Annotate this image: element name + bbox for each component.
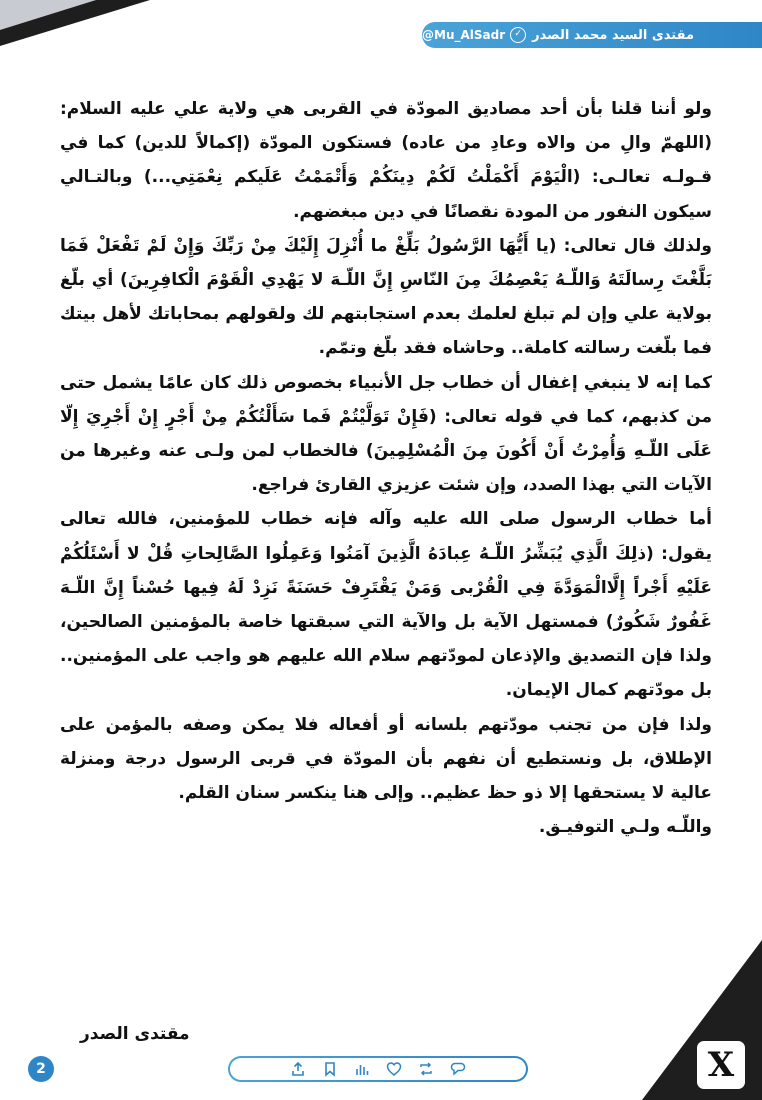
paragraph: ولذا فإن من تجنب مودّتهم بلسانه أو أفعاله فلا يمكن وصفه بالمؤمن على الإطلاق، بل ونستطيع أن نفهم بأن المودّة في قربى الرسول درجة ومنزلة عالية لا يستحقها إلا ذو حظ عظيم.. وإلى هنا ينكسر سنان القلم. [60, 714, 712, 804]
bookmark-icon[interactable] [321, 1060, 339, 1078]
paragraph: ولذلك قال تعالى: (يا أَيُّهَا الرَّسُولُ بَلِّغْ ما أُنْزِلَ إِلَيْكَ مِنْ رَبِّكَ وَإِنْ لَمْ تَفْعَلْ فَمَا بَلَّغْتَ رِسالَتَهُ وَاللّـهُ يَعْصِمُكَ مِنَ النّاسِ إِنَّ اللّـهَ لا يَهْدِي الْقَوْمَ الْكافِرِينَ) أي بلّغ بولاية علي وإن لم تبلغ لعلمك بعدم استجابتهم لك ولقولهم بمحاباتك لأهل بيتك فما بلّغت رسالته كاملة.. وحاشاه فقد بلّغ وتمّم. [60, 235, 712, 359]
paragraph: ولو أننا قلنا بأن أحد مصاديق المودّة في القربى هي ولاية علي عليه السلام: (اللهمّ والِ من والاه وعادِ من عاده) فستكون المودّة (إكمالاً للدين) كما في قـولـه تعالـى: (الْيَوْمَ أَكْمَلْتُ لَكُمْ دِينَكُمْ وَأَتْمَمْتُ عَلَيكم نِعْمَتِي...) وبالتـالي سيكون النفور من المودة نقصانًا في دين مبغضهم. [60, 99, 712, 222]
corner-decoration-top-light [0, 0, 96, 30]
author-header[interactable] [422, 22, 762, 48]
article-body [60, 92, 712, 844]
page-number: 2 [28, 1056, 54, 1082]
action-bar [228, 1056, 528, 1082]
like-icon[interactable] [385, 1060, 403, 1078]
author-name: مقتدى السيد محمد الصدر [532, 27, 695, 43]
repost-icon[interactable] [417, 1060, 435, 1078]
author-handle[interactable]: @Mu_AlSadr [422, 28, 506, 42]
paragraph: أما خطاب الرسول صلى الله عليه وآله فإنه خطاب للمؤمنين، فالله تعالى يقول: (ذلِكَ الَّذِي يُبَشِّرُ اللّـهُ عِبادَهُ الَّذِينَ آمَنُوا وَعَمِلُوا الصَّالِحاتِ قُلْ لا أَسْئَلُكُمْ عَلَيْهِ أَجْراً إِلَّاالْمَوَدَّةَ فِي الْقُرْبى وَمَنْ يَقْتَرِفْ حَسَنَةً نَزِدْ لَهُ فِيها حُسْناً إِنَّ اللّـهَ غَفُورٌ شَكُورٌ) فمستهل الآية بل والآية التي سبقتها خاصة بالمؤمنين الصالحين، ولذا فإن التصديق والإذعان لمودّتهم سلام الله عليهم هو واجب على المؤمنين.. بل مودّتهم كمال الإيمان. [60, 509, 712, 701]
share-icon[interactable] [289, 1060, 307, 1078]
reply-icon[interactable] [449, 1060, 467, 1078]
paragraph-closing: واللّـه ولـي التوفيـق. [538, 817, 712, 838]
stats-icon[interactable] [353, 1060, 371, 1078]
signature: مقتدى الصدر [80, 1024, 190, 1044]
verified-icon: ✓ [510, 27, 526, 43]
paragraph: كما إنه لا ينبغي إغفال أن خطاب جل الأنبياء بخصوص ذلك كان عامًا يشمل حتى من كذبهم، كما في قوله تعالى: (فَإِنْ تَوَلَّيْتُمْ فَما سَأَلْتُكُمْ مِنْ أَجْرٍ إِنْ أَجْرِيَ إِلّا عَلَى اللّـهِ وَأُمِرْتُ أَنْ أَكُونَ مِنَ الْمُسْلِمِينَ) فالخطاب لمن ولـى عنه وغيرها من الآيات التي بهذا الصدد، وإن شئت عزيزي القارئ فراجع. [60, 372, 712, 496]
x-logo-icon: X [694, 1038, 748, 1092]
